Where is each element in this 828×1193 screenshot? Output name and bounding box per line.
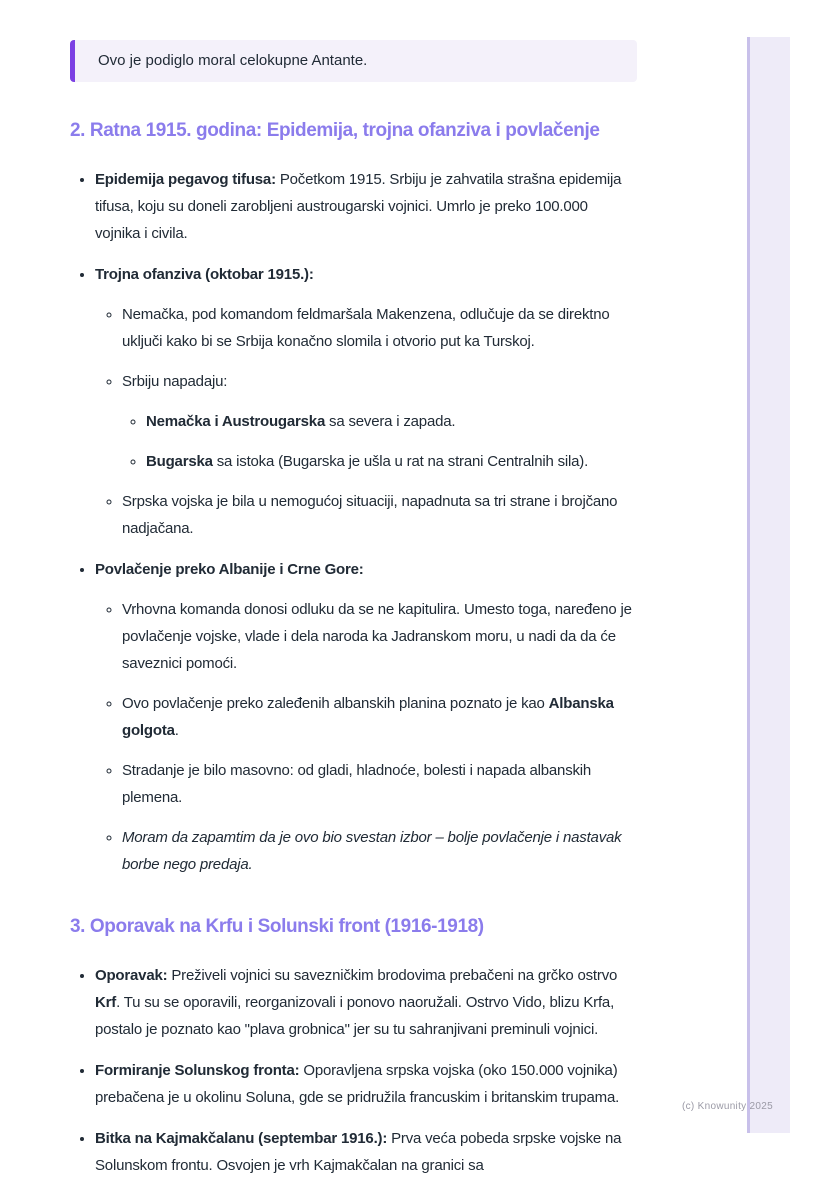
section-list	[70, 962, 637, 1179]
list-item	[95, 556, 637, 878]
section-heading: 3. Oporavak na Krfu i Solunski front (1916-1918)	[70, 916, 484, 937]
bold-text: Povlačenje preko Albanije i Crne Gore:	[95, 561, 364, 578]
bold-text: Bugarska	[146, 453, 213, 470]
list-item	[122, 757, 637, 811]
section-heading: 2. Ratna 1915. godina: Epidemija, trojna ofanziva i povlačenje	[70, 120, 600, 141]
list-item	[122, 596, 637, 677]
bold-text: Nemačka i Austrougarska	[146, 413, 326, 430]
list-item	[122, 488, 637, 542]
text-segment: Srbiju napadaju:	[122, 373, 228, 390]
section-oporavak-krf	[70, 916, 637, 1179]
text-segment: Srpska vojska je bila u nemogućoj situaciji, napadnuta sa tri strane i brojčano nadjačana.	[122, 493, 618, 537]
bold-text: Oporavak:	[95, 967, 168, 984]
text-segment: Nemačka, pod komandom feldmaršala Makenzena, odlučuje da se direktno uključi kako bi se Srbija konačno slomila i otvorio put ka Turskoj.	[122, 306, 610, 350]
text-segment: Moram da zapamtim da je ovo bio svestan izbor – bolje povlačenje i nastavak borbe nego predaja.	[122, 829, 622, 873]
text-segment: sa severa i zapada.	[325, 413, 456, 430]
bullet-list-level-2	[95, 301, 637, 542]
bold-text: Bitka na Kajmakčalanu (septembar 1916.):	[95, 1130, 388, 1147]
list-item	[146, 408, 637, 435]
text-segment: sa istoka (Bugarska je ušla u rat na strani Centralnih sila).	[212, 453, 589, 470]
bullet-list-level-1	[70, 962, 637, 1179]
bold-text: Trojna ofanziva (oktobar 1915.):	[95, 266, 314, 283]
text-segment: Prva veća pobeda srpske vojske na Solunskom frontu. Osvojen je vrh Kajmakčalan na granici sa	[95, 1130, 622, 1174]
bullet-list-level-1	[70, 166, 637, 878]
bold-text: Krf	[95, 994, 117, 1011]
bullet-list-level-3	[122, 408, 637, 475]
text-segment: Oporavljena srpska vojska (oko 150.000 vojnika) prebačena je u okolinu Soluna, gde se pridružila francuskim i britanskim trupama.	[95, 1062, 620, 1106]
text-segment: . Tu su se oporavili, reorganizovali i ponovo naoružali. Ostrvo Vido, blizu Krfa, postalo je poznato kao "plava grobnica" jer su tu sahranjivani preminuli vojnici.	[95, 994, 615, 1038]
text-segment: Ovo povlačenje preko zaleđenih albanskih planina poznato je kao	[122, 695, 549, 712]
section-list	[70, 166, 637, 878]
list-item	[95, 962, 637, 1043]
list-item	[146, 448, 637, 475]
bold-text: Formiranje Solunskog fronta:	[95, 1062, 300, 1079]
bold-text: Albanska golgota	[122, 695, 614, 739]
list-item	[95, 1057, 637, 1111]
list-item	[122, 690, 637, 744]
quote-text: Ovo je podiglo moral celokupne Antante.	[98, 52, 368, 69]
text-segment: Preživeli vojnici su savezničkim brodovima prebačeni na grčko ostrvo	[167, 967, 618, 984]
list-item	[122, 301, 637, 355]
list-item	[122, 368, 637, 475]
callout-quote	[70, 40, 637, 82]
bullet-list-level-2	[95, 596, 637, 878]
text-segment: Početkom 1915. Srbiju je zahvatila strašna epidemija tifusa, koju su doneli zarobljeni austrougarski vojnici. Umrlo je preko 100.000 vojnika i civila.	[95, 171, 622, 242]
text-segment: Stradanje je bilo masovno: od gladi, hladnoće, bolesti i napada albanskih plemena.	[122, 762, 592, 806]
list-item	[122, 824, 637, 878]
text-segment: .	[174, 722, 179, 739]
section-ratna-1915	[70, 120, 637, 878]
text-segment: Vrhovna komanda donosi odluku da se ne kapitulira. Umesto toga, naređeno je povlačenje vojske, vlade i dela naroda ka Jadranskom moru, u nadi da da će saveznici pomoći.	[122, 601, 632, 672]
list-item	[95, 166, 637, 247]
page-content	[70, 40, 637, 1193]
next-page-edge	[747, 37, 790, 1133]
copyright-note: (c) Knowunity 2025	[681, 1101, 773, 1112]
bold-text: Epidemija pegavog tifusa:	[95, 171, 276, 188]
list-item	[95, 261, 637, 542]
